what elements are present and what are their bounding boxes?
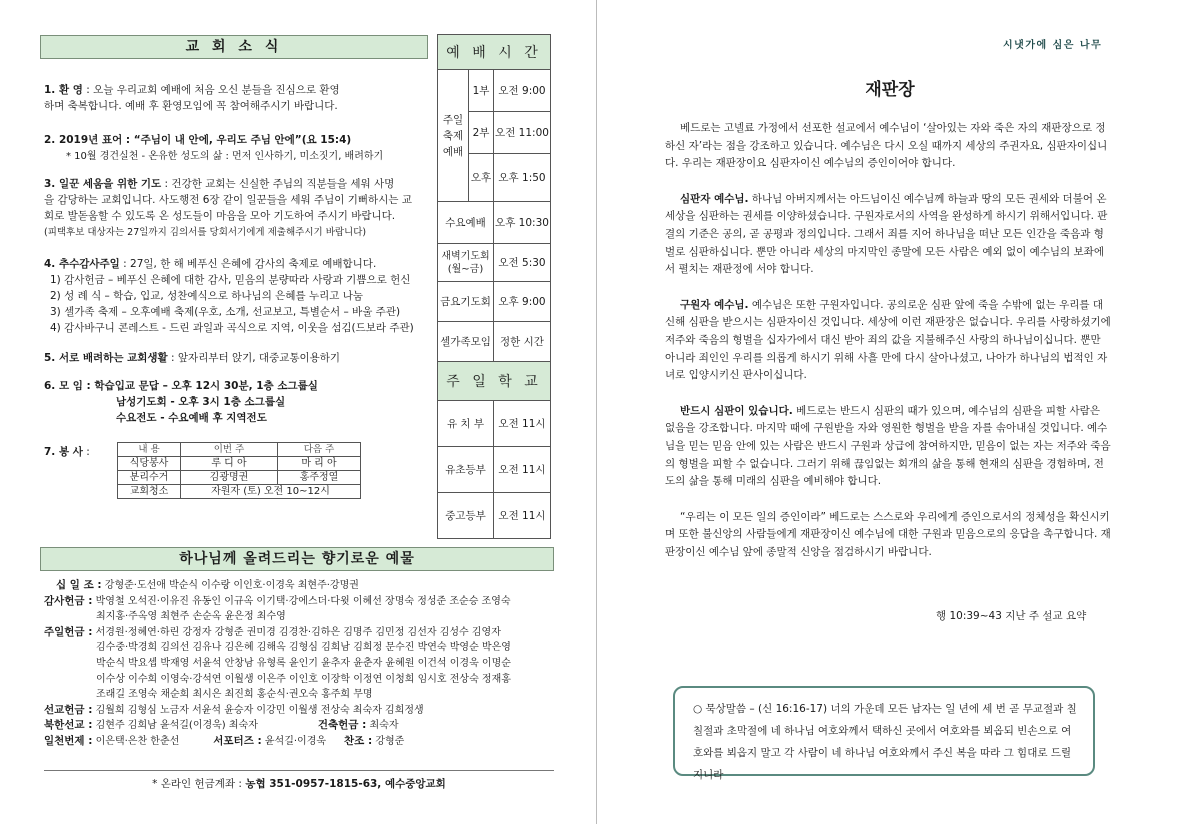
vol-cell: 마 리 아 — [278, 457, 361, 471]
sermon-intro: 베드로는 고넬료 가정에서 선포한 설교에서 예수님이 ‘살아있는 자와 죽은 자의 재판장으로 정하신 자’라는 점을 강조하고 있습니다. 예수님은 다시 오실 때까지 세상의 주권자요, 심판자이십니다. 우리는 재판장이요 심판자이신 예수님의 증인이어야 합니다. — [665, 122, 1108, 170]
offering-key: 선교헌금 : — [44, 703, 93, 716]
service-time: 오전 11:00 — [494, 112, 551, 154]
offering-names: 최지홍·주옥영 최현주 손순옥 윤은정 최수영 — [96, 611, 286, 623]
vol-header: 다음 주 — [278, 443, 361, 457]
news-label: 3. 일꾼 세움을 위한 기도 — [44, 178, 162, 190]
sermon-text: 예수님은 또한 구원자입니다. 공의로운 심판 앞에 죽을 수밖에 없는 우리를 대신해 심판을 받으시는 심판자이신 것입니다. 세상에 이런 재판장은 없습니다. 우리를 사랑하셨기에 저주와 죽음의 형벌을 십자가에서 대신 받아 죄의 값을 지불해주신 사랑의 하나님이십니다. 뿐만 아니라 죄인인 우리를 의롭게 하시기 위해 사흘 만에 다시 살아나셨고, 나아가 하나님의 법적인 자녀로 입양시키신 판사이십니다. — [665, 298, 1111, 382]
news-sub: 4) 감사바구니 콘레스트 - 드린 과일과 곡식으로 지역, 이웃을 섬김(드보라 주관) — [50, 322, 414, 334]
service-other-time: 오후 10:30 — [494, 202, 551, 244]
service-table — [437, 34, 551, 539]
service-other-time: 오후 9:00 — [494, 282, 551, 322]
account-number: 농협 351-0957-1815-63, 예수중앙교회 — [245, 778, 446, 790]
news-cont: 하며 축복합니다. 예배 후 환영모임에 꼭 참여해주시기 바랍니다. — [44, 100, 338, 112]
school-name: 유초등부 — [438, 447, 494, 493]
news-text: : 27일, 한 해 베푸신 은혜에 감사의 축제로 예배합니다. — [119, 258, 377, 270]
offering-names: 강형준 — [375, 735, 405, 747]
sermon-lead: 반드시 심판이 있습니다. — [680, 404, 793, 417]
offering-key: 일천번제 : — [44, 734, 93, 747]
news-label: 2. 2019년 표어 : “주님이 내 안에, 우리도 주님 안에”(요 15:4) — [44, 134, 352, 146]
service-other-name: 셀가족모임 — [438, 322, 494, 362]
sermon-body — [665, 120, 1113, 579]
offering-key: 감사헌금 : — [44, 594, 93, 607]
offering-names: 조래길 조영숙 채순희 최시은 최진희 홍순식·권오숙 홍주희 무명 — [96, 689, 373, 701]
news-text: : 학습입교 문답 – 오후 12시 30분, 1층 소그룹실 — [82, 380, 318, 392]
news-text: : 건강한 교회는 신실한 주님의 직분들을 세워 사명 — [161, 178, 395, 190]
news-label: 5. 서로 배려하는 교회생활 — [44, 352, 168, 364]
vol-cell: 분리수거 — [118, 471, 181, 485]
service-time: 오전 9:00 — [494, 70, 551, 112]
news-sub: 3) 셀가족 축제 – 오후예배 축제(우호, 소개, 선교보고, 특별순서 – 바울 주관) — [50, 306, 401, 318]
news-item-4 — [44, 256, 439, 336]
news-text: : — [82, 446, 90, 458]
news-cont: * 10월 경건실천 - 온유한 성도의 삶 : 먼저 인사하기, 미소짓기, 배려하기 — [66, 151, 384, 162]
offering-key: 건축헌금 : — [317, 719, 367, 732]
news-sub: 남성기도회 - 오후 3시 1층 소그룹실 — [116, 396, 286, 408]
news-header: 교 회 소 식 — [40, 35, 428, 59]
offering-key: 찬조 : — [344, 734, 373, 747]
school-name: 유 치 부 — [438, 401, 494, 447]
school-time: 오전 11시 — [494, 401, 551, 447]
offering-line — [44, 594, 544, 610]
meditation-text: ○ 묵상말씀 – (신 16:16-17) 너의 가운데 모든 남자는 일 년에 세 번 곧 무교절과 칠칠절과 초막절에 네 하나님 여호와께서 택하신 곳에서 여호와를 뵈옵되 빈손으로 여호와를 뵈옵지 말고 각 사람이 네 하나님 여호와께서 주신 복을 따라 그 힘대로 드릴지니라 — [693, 703, 1077, 781]
service-other-time: 오전 5:30 — [494, 244, 551, 282]
offering-names: 강형준·도선애 박순식 이수랑 이인호·이경욱 최현주·강명권 — [104, 580, 359, 591]
vol-cell: 루 디 아 — [181, 457, 278, 471]
service-part: 2부 — [469, 112, 494, 154]
offering-names: 김현주 김희남 윤석길(이경욱) 최숙자 — [95, 720, 258, 732]
offering-names: 이은택·은찬 한춘선 — [95, 735, 180, 747]
offering-line — [44, 640, 544, 656]
page-divider — [596, 0, 597, 824]
offering-line — [44, 687, 544, 703]
offering-key: 십 일 조 : — [56, 579, 102, 591]
news-text: : 오늘 우리교회 예배에 처음 오신 분들을 진심으로 환영 — [82, 84, 340, 96]
news-label: 7. 봉 사 — [44, 446, 83, 458]
school-name: 중고등부 — [438, 493, 494, 539]
sermon-closing: “우리는 이 모든 일의 증인이라” 베드로는 스스로와 우리에게 증인으로서의 정체성을 확신시키며 또한 불신앙의 사람들에게 재판장이신 예수님에 대한 구원과 믿음으로의 응답을 촉구합니다. 재판장이신 예수님 앞에 종말적 신앙을 점검하시기 바랍니다. — [665, 510, 1111, 558]
news-item-5 — [44, 350, 429, 366]
service-other-name: 새벽기도회 (월~금) — [438, 244, 494, 282]
account-label: * 온라인 헌금계좌 : — [152, 778, 246, 790]
news-text: : 앞자리부터 앉기, 대중교통이용하기 — [167, 352, 341, 364]
news-sub: 수요전도 - 수요예배 후 지역전도 — [116, 412, 267, 424]
school-time: 오전 11시 — [494, 493, 551, 539]
sermon-text: 하나님 아버지께서는 아드님이신 예수님께 하늘과 땅의 모든 권세와 더불어 온 세상을 심판하는 권세를 이양하셨습니다. 구원자로서의 사역을 완성하게 하시기 위해서입니다. 판결의 기준은 공의, 곧 공평과 정의입니다. 그래서 죄를 지어 하나님을 떠난 모든 인간을 죽음과 형벌로 심판하십니다. 뿐만 아니라 세상의 마지막인 종말에 모든 사람은 예외 없이 예수님의 보좌에서 펼치는 재판정에 서야 합니다. — [665, 192, 1108, 276]
sermon-reference: 행 10:39~43 지난 주 설교 요약 — [936, 610, 1087, 622]
service-other-time: 정한 시간 — [494, 322, 551, 362]
vol-cell: 자원자 (토) 오전 10~12시 — [181, 485, 361, 499]
service-part: 1부 — [469, 70, 494, 112]
sermon-paragraph — [665, 191, 1113, 279]
offering-line — [44, 625, 544, 641]
header-right: 시냇가에 심은 나무 — [1003, 40, 1103, 51]
offering-names: 최숙자 — [369, 720, 399, 732]
service-main-label: 주일 축제 예배 — [438, 70, 469, 202]
offering-line — [44, 703, 544, 719]
school-header: 주 일 학 교 — [438, 362, 551, 401]
service-header: 예 배 시 간 — [438, 35, 551, 70]
sermon-lead: 심판자 예수님. — [680, 192, 749, 205]
offering-names: 박순식 박요셉 박재영 서윤석 안창남 유형록 윤인기 윤추자 윤춘자 윤혜원 이건석 이경욱 이명순 — [96, 657, 511, 669]
vol-cell: 식당봉사 — [118, 457, 181, 471]
offering-key: 북한선교 : — [44, 719, 93, 732]
offering-names: 윤석길·이경욱 — [264, 735, 327, 747]
offering-names: 김월희 김형심 노금자 서윤석 윤승자 이강민 이월생 전상숙 최숙자 김희정생 — [95, 704, 424, 716]
sermon-lead: 구원자 예수님. — [680, 298, 749, 311]
service-other-name: 수요예배 — [438, 202, 494, 244]
vol-header: 이번 주 — [181, 443, 278, 457]
vol-header: 내 용 — [118, 443, 181, 457]
offering-key: 주일헌금 : — [44, 625, 93, 638]
news-sub: 1) 감사헌금 – 베푸신 은혜에 대한 감사, 믿음의 분량따라 사랑과 기쁨으로 헌신 — [50, 274, 411, 286]
meditation-box — [673, 686, 1095, 781]
offering-names: 김수중·박경희 김의선 김유나 김은혜 김해옥 김형심 김희남 김희정 문수진 박연숙 박영순 박은영 — [96, 642, 511, 654]
service-part: 오후 — [469, 154, 494, 202]
offering-line — [44, 578, 544, 594]
offering-line — [44, 672, 544, 688]
news-cont: 회로 발돋움할 수 있도록 온 성도들이 마음을 모아 기도하여 주시기 바랍니다. — [44, 210, 396, 222]
offering-list — [44, 578, 544, 750]
news-label: 4. 추수감사주일 — [44, 258, 120, 270]
sermon-paragraph — [665, 403, 1113, 491]
offering-key: 서포터즈 : — [213, 734, 262, 747]
offering-line — [44, 656, 544, 672]
news-label: 1. 환 영 — [44, 84, 83, 96]
volunteer-table — [117, 442, 361, 499]
sermon-paragraph — [665, 297, 1113, 385]
news-item-2 — [44, 132, 429, 165]
vol-cell: 홍주정열 — [278, 471, 361, 485]
offering-header: 하나님께 올려드리는 향기로운 예물 — [40, 547, 554, 571]
offering-line — [44, 718, 544, 734]
offering-line — [44, 609, 544, 625]
vol-cell: 김광명권 — [181, 471, 278, 485]
news-sub: 2) 성 례 식 – 학습, 입교, 성찬예식으로 하나님의 은혜를 누리고 나눔 — [50, 290, 363, 302]
offering-line — [44, 734, 544, 750]
news-cont: (피택후보 대상자는 27일까지 김의서를 당회서기에게 제출해주시기 바랍니다) — [44, 227, 367, 238]
school-time: 오전 11시 — [494, 447, 551, 493]
news-item-6 — [44, 378, 429, 426]
service-other-name: 금요기도회 — [438, 282, 494, 322]
vol-cell: 교회청소 — [118, 485, 181, 499]
news-item-3 — [44, 176, 429, 241]
offering-names: 서경원·정혜연·하린 강정자 강형준 권미경 김경찬·김하은 김명주 김민정 김선자 김성수 김영자 — [95, 626, 501, 638]
news-label: 6. 모 임 — [44, 380, 83, 392]
news-cont: 을 감당하는 교회입니다. 사도행전 6장 같이 일꾼들을 세워 주님이 기뻐하시는 교 — [44, 194, 412, 206]
news-item-1 — [44, 82, 429, 114]
sermon-text: 베드로는 반드시 심판의 때가 있으며, 예수님의 심판을 피할 사람은 없음을 강조합니다. 마지막 때에 구원받을 자와 영원한 형벌을 받을 자를 솎아내실 것입니다. 예수님을 믿는 믿음 안에 있는 사람은 반드시 구원과 상급에 참여하지만, 믿음이 없는 자는 저주와 죽음의 형벌을 피할 수 없습니다. 그러기 위해 끊임없는 회개의 삶을 통해 현재의 심판을 경험하며, 전도의 삶을 통해 미래의 심판을 예비해야 합니다. — [665, 404, 1111, 488]
account-line — [44, 770, 554, 791]
service-time: 오후 1:50 — [494, 154, 551, 202]
offering-names: 이수상 이수희 이영숙·강석연 이월생 이은주 이인호 이장학 이정연 이청희 임시호 전상숙 정재홍 — [96, 673, 511, 685]
news-item-7 — [44, 444, 124, 460]
offering-names: 박영철 오석진·이유진 유동인 이규옥 이기택·강에스더·다윗 이혜선 장명숙 정성준 조순승 조영숙 — [95, 595, 511, 607]
sermon-title: 재판장 — [865, 80, 915, 100]
